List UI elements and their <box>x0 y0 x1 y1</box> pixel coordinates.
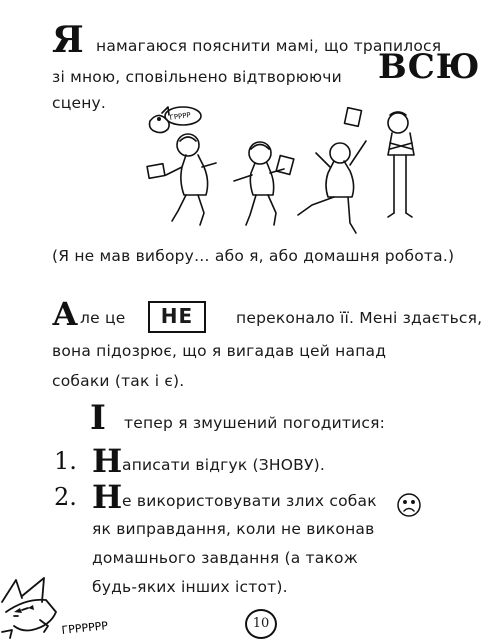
list-dropcap-2: Н <box>92 478 123 516</box>
boxed-word-ne: НЕ <box>148 301 206 333</box>
list-number-1: 1. <box>54 447 77 475</box>
page-number: 10 <box>245 609 277 639</box>
paragraph2-word-after: переконало її. Мені здається, <box>236 309 483 327</box>
dropcap-a: А <box>52 295 79 333</box>
angry-dog-illustration <box>0 572 140 641</box>
paragraph1-line3: сцену. <box>52 94 107 112</box>
dropcap-ya: Я <box>52 19 84 61</box>
paragraph3-rest: тепер я змушений погодитися: <box>124 414 386 432</box>
paragraph2-line2: вона підозрює, що я вигадав цей напад <box>52 342 387 360</box>
growl-text-1: ГРРРР <box>169 111 192 122</box>
illustration-running-kids <box>140 95 430 250</box>
sad-face-icon <box>396 492 422 518</box>
growl-text-2: ГРРРРРР <box>60 619 109 637</box>
list-item-2-line4: будь-яких інших істот). <box>92 578 288 596</box>
paragraph2-line3: собаки (так і є). <box>52 372 185 390</box>
caption-line: (Я не мав вибору… або я, або домашня робота.) <box>52 247 455 265</box>
paragraph2-word-before: ле це <box>80 309 126 327</box>
list-dropcap-1: Н <box>92 442 123 480</box>
list-item-2-line2: як виправдання, коли не виконав <box>92 520 375 538</box>
list-item-2-line1: е використовувати злих собак <box>122 492 377 510</box>
list-item-2-line3: домашнього завдання (а також <box>92 549 358 567</box>
paragraph1-line2: зі мною, сповільнено відтворюючи <box>52 68 342 86</box>
paragraph1-line1: намагаюся пояснити мамі, що трапилося <box>96 37 442 55</box>
list-item-1-line1: аписати відгук (ЗНОВУ). <box>122 456 326 474</box>
dropcap-i: І <box>90 398 106 438</box>
list-number-2: 2. <box>54 483 77 511</box>
big-word-vsyu: ВСЮ <box>378 47 481 87</box>
